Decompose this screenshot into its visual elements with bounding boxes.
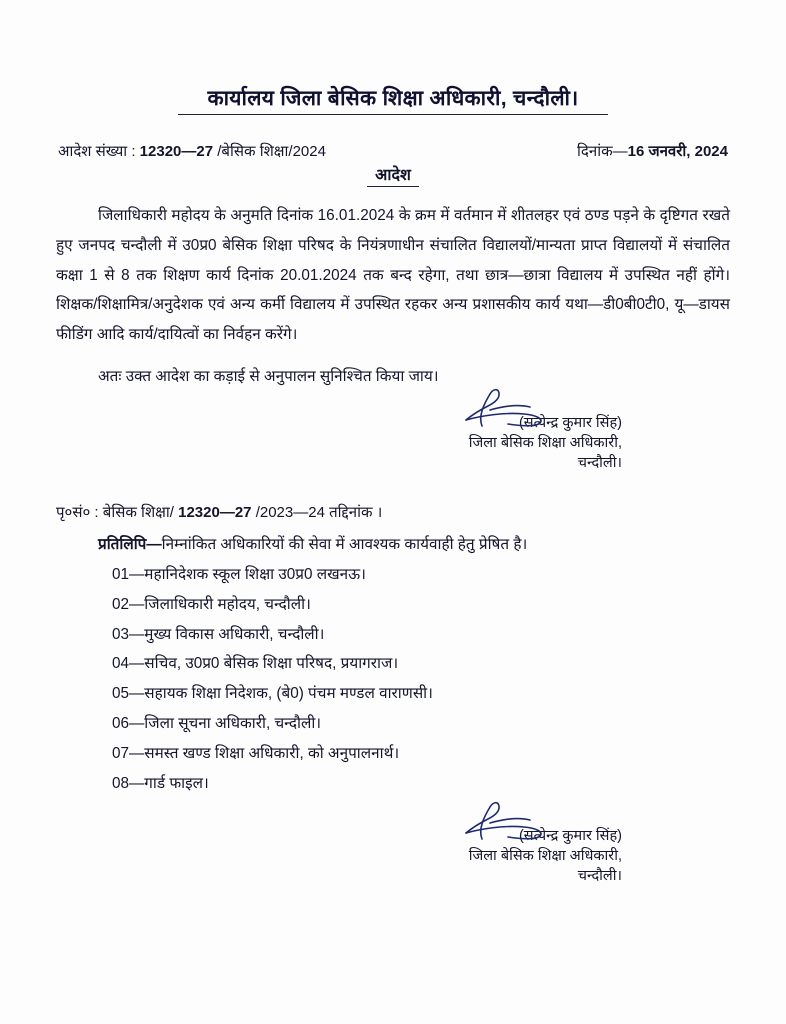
signature-place-2: चन्दौली। bbox=[577, 867, 622, 884]
reference-subject: बेसिक शिक्षा/ bbox=[102, 503, 174, 521]
signature-block-1 bbox=[56, 412, 730, 472]
order-heading: आदेश bbox=[375, 167, 411, 184]
order-date-value: 16 जनवरी, 2024 bbox=[627, 143, 728, 160]
signature-designation-2: जिला बेसिक शिक्षा अधिकारी, bbox=[468, 847, 622, 864]
order-number-suffix: /बेसिक शिक्षा/2024 bbox=[217, 143, 326, 160]
page-title: कार्यालय जिला बेसिक शिक्षा अधिकारी, चन्दौली। bbox=[207, 87, 579, 110]
order-date-group bbox=[577, 141, 728, 161]
list-item: 06—जिला सूचना अधिकारी, चन्दौली। bbox=[112, 715, 322, 733]
reference-suffix: /2023—24 तद्दिनांक । bbox=[255, 503, 383, 521]
copy-list bbox=[56, 560, 730, 799]
order-meta-row bbox=[56, 141, 730, 161]
list-item: 02—जिलाधिकारी महोदय, चन्दौली। bbox=[112, 595, 311, 613]
list-item: 03—मुख्य विकास अधिकारी, चन्दौली। bbox=[112, 625, 325, 643]
order-body bbox=[56, 201, 730, 392]
reference-number: 12320—27 bbox=[178, 503, 252, 521]
reference-prefix: पृ०सं० : bbox=[56, 503, 99, 521]
order-number-label: आदेश संख्या : bbox=[58, 143, 136, 160]
paragraph-2-text: अतः उक्त आदेश का कड़ाई से अनुपालन सुनिश्चित किया जाय। bbox=[98, 368, 439, 386]
list-item: 05—सहायक शिक्षा निदेशक, (बे0) पंचम मण्डल वाराणसी। bbox=[112, 685, 433, 703]
signature-block-2 bbox=[56, 825, 730, 885]
order-heading-underline bbox=[367, 186, 419, 187]
order-date-label: दिनांक— bbox=[577, 143, 628, 160]
copy-label: प्रतिलिपि— bbox=[98, 535, 162, 553]
signature-designation-1: जिला बेसिक शिक्षा अधिकारी, bbox=[468, 434, 622, 451]
order-number-value: 12320—27 bbox=[139, 143, 214, 160]
paragraph-1 bbox=[56, 201, 730, 350]
copy-heading bbox=[56, 534, 730, 554]
paragraph-1-text: जिलाधिकारी महोदय के अनुमति दिनांक 16.01.2024 के क्रम में वर्तमान में शीतलहर एवं ठण्ड पड़ने के दृष्टिगत रखते हुए जनपद चन्दौली में उ0प्र0 बेसिक शिक्षा परिषद के नियंत्रणाधीन संचालित विद्यालयों/मान्यता प्राप्त विद्यालयों में संचालित कक्षा 1 से 8 तक शिक्षण कार्य दिनांक 20.01.2024 तक बन्द रहेगा, तथा छात्र—छात्रा विद्यालय में उपस्थित नहीं होंगे। शिक्षक/शिक्षामित्र/अनुदेशक एवं अन्य कर्मी विद्यालय में उपस्थित रहकर अन्य प्रशासकीय कार्य यथा—डी0बी0टी0, यू—डायस फीडिंग आदि कार्य/दायित्वों का निर्वहन करेंगे। bbox=[56, 207, 730, 344]
signature-place-1: चन्दौली। bbox=[577, 454, 622, 471]
reference-row bbox=[56, 502, 730, 522]
signature-name-1: (सत्येन्द्र कुमार सिंह) bbox=[518, 414, 622, 431]
list-item: 08—गार्ड फाइल। bbox=[112, 774, 209, 792]
order-number-group bbox=[58, 141, 326, 161]
signature-name-2: (सत्येन्द्र कुमार सिंह) bbox=[518, 827, 622, 844]
list-item: 07—समस्त खण्ड शिक्षा अधिकारी, को अनुपालनार्थ। bbox=[112, 744, 400, 762]
list-item: 01—महानिदेशक स्कूल शिक्षा उ0प्र0 लखनऊ। bbox=[112, 565, 366, 583]
list-item: 04—सचिव, उ0प्र0 बेसिक शिक्षा परिषद, प्रयागराज। bbox=[112, 655, 399, 673]
copy-text: निम्नांकित अधिकारियों की सेवा में आवश्यक कार्यवाही हेतु प्रेषित है। bbox=[161, 535, 528, 553]
title-underline bbox=[178, 114, 608, 115]
paragraph-2 bbox=[56, 362, 730, 392]
